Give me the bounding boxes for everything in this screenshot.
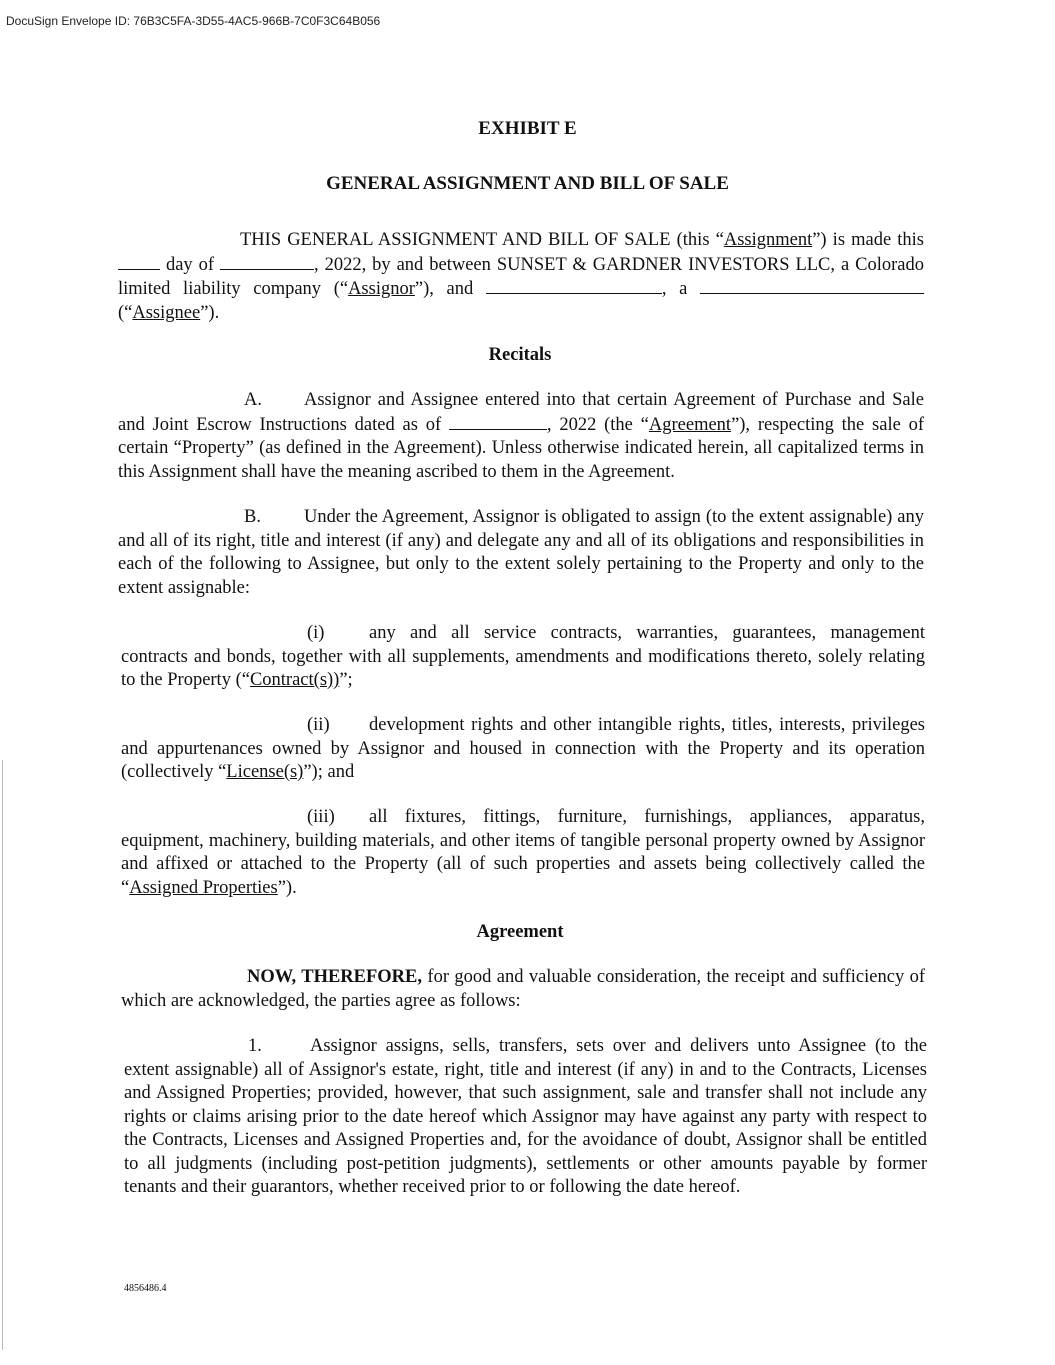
- section-1: 1. Assignor assigns, sells, transfers, sets over and delivers unto Assignee (to the extent assignable) all of Assignor's estate, right, title and interest (if any) in and to the Contracts, Licenses and Assigned Properties; provided, however, that such assignment, sale and transfer shall not include any rights or claims arising prior to the date hereof which Assignor may have against any party with respect to the Contracts, Licenses and Assigned Properties and, for the avoidance of doubt, Assignor shall be entitled to all judgments (including post-petition judgments), settlements or other amounts payable by former tenants and their guarantors, whether received prior to or following the date hereof.: [124, 1036, 927, 1197]
- item-iii: (iii) all fixtures, fittings, furniture, furnishings, appliances, apparatus, equipment, machinery, building materials, and other items of tangible personal property owned by Assignor and affixed or attached to the Property (all of such properties and assets being collectively called the “Assigned Properties”).: [121, 807, 925, 898]
- now-therefore-bold: NOW, THEREFORE,: [247, 967, 423, 987]
- assignee-name-blank[interactable]: [486, 277, 662, 294]
- docusign-envelope-id: DocuSign Envelope ID: 76B3C5FA-3D55-4AC5-966B-7C0F3C64B056: [6, 14, 381, 28]
- assignee-entity-blank[interactable]: [700, 277, 924, 294]
- recitals-heading: Recitals: [488, 345, 552, 365]
- assignment-defined-term: Assignment: [723, 230, 813, 250]
- scan-margin-line: [2, 760, 3, 1350]
- now-therefore-paragraph: NOW, THEREFORE, for good and valuable consideration, the receipt and sufficiency of which are acknowledged, the parties agree as follows:: [121, 967, 925, 1011]
- document-number: 4856486.4: [124, 1283, 167, 1294]
- document-title: GENERAL ASSIGNMENT AND BILL OF SALE: [326, 173, 729, 194]
- section-1-label: 1.: [248, 1036, 262, 1056]
- exhibit-title: EXHIBIT E: [478, 118, 577, 139]
- item-i: (i) any and all service contracts, warranties, guarantees, management contracts and bonds, together with all supplements, amendments and modifications thereto, solely relating to the Property (“Contract(s))”;: [121, 623, 925, 690]
- assigned-properties-defined-term: Assigned Properties: [129, 877, 278, 898]
- assignee-defined-term: Assignee: [132, 302, 201, 323]
- intro-paragraph: THIS GENERAL ASSIGNMENT AND BILL OF SALE (this “Assignment”) is made this day of , 2022, by and between SUNSET & GARDNER INVESTORS LLC, a Colorado limited liability company (“Assignor”), and , a (“Assignee”).: [118, 230, 924, 323]
- recital-a-label: A.: [244, 390, 262, 410]
- day-blank[interactable]: [118, 253, 160, 270]
- contracts-defined-term: Contract(s)): [249, 670, 340, 690]
- item-ii-label: (ii): [307, 715, 330, 735]
- agreement-heading: Agreement: [476, 922, 564, 942]
- month-blank[interactable]: [220, 253, 314, 270]
- agreement-defined-term: Agreement: [648, 414, 732, 435]
- recital-a: A. Assignor and Assignee entered into that certain Agreement of Purchase and Sale and Joint Escrow Instructions dated as of , 2022 (the “Agreement”), respecting the sale of certain “Property” (as defined in the Agreement). Unless otherwise indicated herein, all capitalized terms in this Assignment shall have the meaning ascribed to them in the Agreement.: [118, 390, 924, 482]
- item-i-label: (i): [307, 623, 325, 643]
- licenses-defined-term: License(s): [226, 762, 304, 782]
- assignor-defined-term: Assignor: [348, 279, 415, 299]
- item-ii: (ii) development rights and other intangible rights, titles, interests, privileges and appurtenances owned by Assignor and housed in connection with the Property and its operation (collectively “License(s)”); and: [121, 715, 925, 782]
- recital-b: B. Under the Agreement, Assignor is obligated to assign (to the extent assignable) any and all of its right, title and interest (if any) and delegate any and all of its obligations and responsibilities in each of the following to Assignee, but only to the extent solely pertaining to the Property and only to the extent assignable:: [118, 507, 924, 598]
- recital-b-label: B.: [244, 507, 261, 527]
- agreement-date-blank[interactable]: [449, 413, 547, 430]
- item-iii-label: (iii): [307, 807, 335, 827]
